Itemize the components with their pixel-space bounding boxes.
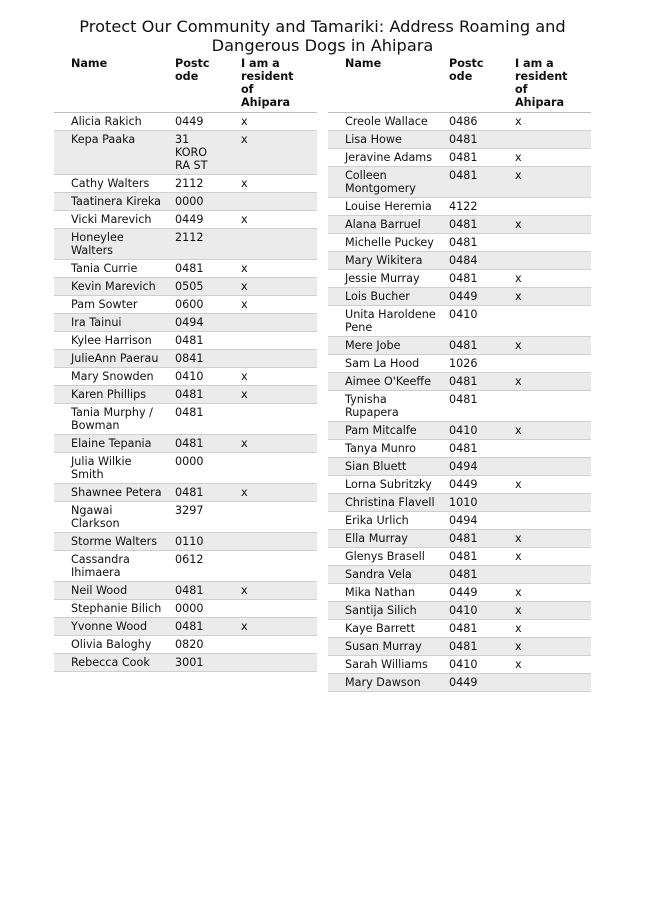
- name-cell: Ira Tainui: [54, 314, 175, 332]
- postcode-cell: 0505: [175, 278, 241, 296]
- name-cell: Karen Phillips: [54, 386, 175, 404]
- signatures-table-left: [54, 55, 317, 672]
- postcode-cell: 0600: [175, 296, 241, 314]
- postcode-cell: 0410: [449, 422, 515, 440]
- right-table-column: [328, 55, 591, 692]
- resident-cell: [241, 193, 317, 211]
- name-cell: Shawnee Petera: [54, 484, 175, 502]
- resident-cell: [515, 234, 591, 252]
- postcode-cell: 0494: [449, 458, 515, 476]
- table-row: [328, 530, 591, 548]
- postcode-cell: 0449: [449, 288, 515, 306]
- resident-cell: [241, 350, 317, 368]
- left-table-column: [54, 55, 317, 672]
- postcode-cell: 0481: [175, 582, 241, 600]
- resident-cell: [515, 198, 591, 216]
- table-row: [328, 288, 591, 306]
- resident-cell: [515, 252, 591, 270]
- table-row: [54, 582, 317, 600]
- table-row: [328, 355, 591, 373]
- table-row: [54, 193, 317, 211]
- table-row: [54, 332, 317, 350]
- table-row: [328, 198, 591, 216]
- resident-cell: [241, 551, 317, 582]
- resident-cell: x: [515, 602, 591, 620]
- document-title: Protect Our Community and Tamariki: Address Roaming and Dangerous Dogs in Ahipara: [79, 17, 566, 55]
- name-cell: Ella Murray: [328, 530, 449, 548]
- name-cell: Elaine Tepania: [54, 435, 175, 453]
- table-row: [54, 229, 317, 260]
- name-cell: Julia Wilkie Smith: [54, 453, 175, 484]
- resident-cell: x: [515, 113, 591, 131]
- name-cell: Neil Wood: [54, 582, 175, 600]
- postcode-cell: 1010: [449, 494, 515, 512]
- left-table-body: [54, 113, 317, 672]
- name-cell: Glenys Brasell: [328, 548, 449, 566]
- resident-cell: [515, 391, 591, 422]
- postcode-cell: 31 KORO RA ST: [175, 131, 241, 175]
- name-cell: Mere Jobe: [328, 337, 449, 355]
- table-row: [54, 386, 317, 404]
- table-row: [54, 484, 317, 502]
- name-cell: Pam Sowter: [54, 296, 175, 314]
- resident-cell: [515, 674, 591, 692]
- table-row: [54, 314, 317, 332]
- table-row: [54, 175, 317, 193]
- resident-cell: x: [241, 131, 317, 175]
- table-row: [54, 636, 317, 654]
- name-cell: Jeravine Adams: [328, 149, 449, 167]
- table-row: [54, 404, 317, 435]
- table-row: [328, 422, 591, 440]
- name-cell: Mary Wikitera: [328, 252, 449, 270]
- resident-cell: [515, 566, 591, 584]
- postcode-cell: 0000: [175, 453, 241, 484]
- table-row: [54, 131, 317, 175]
- resident-cell: x: [241, 582, 317, 600]
- name-cell: Mika Nathan: [328, 584, 449, 602]
- table-row: [54, 435, 317, 453]
- table-row: [328, 337, 591, 355]
- table-row: [328, 234, 591, 252]
- table-row: [328, 373, 591, 391]
- resident-cell: x: [515, 149, 591, 167]
- postcode-cell: 0481: [449, 131, 515, 149]
- resident-cell: [515, 306, 591, 337]
- name-cell: Olivia Baloghy: [54, 636, 175, 654]
- table-row: [54, 502, 317, 533]
- postcode-cell: 0410: [449, 656, 515, 674]
- postcode-cell: 3297: [175, 502, 241, 533]
- resident-cell: x: [515, 584, 591, 602]
- table-row: [54, 654, 317, 672]
- name-cell: Rebecca Cook: [54, 654, 175, 672]
- name-cell: Cathy Walters: [54, 175, 175, 193]
- resident-cell: x: [241, 113, 317, 131]
- resident-cell: [241, 314, 317, 332]
- table-row: [328, 216, 591, 234]
- postcode-cell: 0481: [449, 270, 515, 288]
- postcode-cell: 0481: [449, 638, 515, 656]
- name-cell: Ngawai Clarkson: [54, 502, 175, 533]
- postcode-cell: 0410: [449, 306, 515, 337]
- resident-cell: x: [241, 278, 317, 296]
- table-row: [54, 296, 317, 314]
- postcode-cell: 0481: [449, 337, 515, 355]
- resident-cell: [241, 229, 317, 260]
- resident-cell: x: [515, 167, 591, 198]
- resident-cell: x: [515, 216, 591, 234]
- postcode-cell: 0481: [449, 440, 515, 458]
- table-row: [54, 278, 317, 296]
- name-cell: Jessie Murray: [328, 270, 449, 288]
- postcode-cell: 0481: [175, 386, 241, 404]
- table-row: [328, 440, 591, 458]
- postcode-cell: 0481: [449, 234, 515, 252]
- resident-cell: [515, 355, 591, 373]
- resident-cell: [515, 512, 591, 530]
- postcode-cell: 0449: [175, 211, 241, 229]
- table-row: [54, 533, 317, 551]
- table-row: [328, 638, 591, 656]
- postcode-cell: 0612: [175, 551, 241, 582]
- resident-cell: [241, 654, 317, 672]
- postcode-cell: 0449: [449, 584, 515, 602]
- resident-cell: x: [241, 211, 317, 229]
- table-row: [54, 600, 317, 618]
- postcode-cell: 0481: [175, 484, 241, 502]
- name-cell: Sam La Hood: [328, 355, 449, 373]
- resident-cell: x: [241, 618, 317, 636]
- table-row: [328, 306, 591, 337]
- name-cell: Michelle Puckey: [328, 234, 449, 252]
- resident-cell: x: [515, 656, 591, 674]
- resident-cell: x: [515, 373, 591, 391]
- table-row: [328, 602, 591, 620]
- name-cell: Santija Silich: [328, 602, 449, 620]
- name-cell: JulieAnn Paerau: [54, 350, 175, 368]
- name-cell: Sandra Vela: [328, 566, 449, 584]
- table-row: [54, 113, 317, 131]
- postcode-cell: 0841: [175, 350, 241, 368]
- postcode-cell: 0410: [175, 368, 241, 386]
- postcode-cell: 0481: [175, 260, 241, 278]
- postcode-cell: 0481: [449, 548, 515, 566]
- table-row: [328, 620, 591, 638]
- table-row: [54, 350, 317, 368]
- name-cell: Tynisha Rupapera: [328, 391, 449, 422]
- name-cell: Colleen Montgomery: [328, 167, 449, 198]
- name-cell: Louise Heremia: [328, 198, 449, 216]
- name-cell: Vicki Marevich: [54, 211, 175, 229]
- postcode-cell: 0481: [449, 566, 515, 584]
- postcode-cell: 2112: [175, 229, 241, 260]
- name-header: Name: [54, 55, 175, 113]
- resident-cell: x: [241, 368, 317, 386]
- postcode-cell: 0494: [175, 314, 241, 332]
- resident-cell: [515, 131, 591, 149]
- postcode-cell: 0481: [449, 216, 515, 234]
- postcode-cell: 0000: [175, 600, 241, 618]
- resident-cell: x: [241, 484, 317, 502]
- postcode-header: Postc ode: [449, 55, 515, 113]
- table-row: [328, 584, 591, 602]
- postcode-cell: 0481: [449, 167, 515, 198]
- postcode-cell: 0481: [449, 149, 515, 167]
- table-row: [328, 548, 591, 566]
- table-row: [328, 458, 591, 476]
- postcode-cell: 0481: [175, 435, 241, 453]
- resident-header: I am a resident of Ahipara: [515, 55, 591, 113]
- postcode-cell: 0449: [449, 476, 515, 494]
- name-cell: Kaye Barrett: [328, 620, 449, 638]
- table-row: [328, 391, 591, 422]
- table-row: [328, 674, 591, 692]
- resident-cell: x: [515, 530, 591, 548]
- resident-cell: [515, 440, 591, 458]
- resident-cell: x: [515, 422, 591, 440]
- name-cell: Tanya Munro: [328, 440, 449, 458]
- postcode-cell: 0410: [449, 602, 515, 620]
- resident-cell: x: [241, 175, 317, 193]
- name-cell: Sarah Williams: [328, 656, 449, 674]
- table-header-row: [328, 55, 591, 113]
- table-row: [54, 260, 317, 278]
- resident-cell: [515, 494, 591, 512]
- name-cell: Cassandra Ihimaera: [54, 551, 175, 582]
- name-header: Name: [328, 55, 449, 113]
- postcode-cell: 0110: [175, 533, 241, 551]
- name-cell: Sian Bluett: [328, 458, 449, 476]
- name-cell: Creole Wallace: [328, 113, 449, 131]
- resident-cell: x: [515, 476, 591, 494]
- table-row: [54, 368, 317, 386]
- name-cell: Kepa Paaka: [54, 131, 175, 175]
- postcode-cell: 0486: [449, 113, 515, 131]
- table-row: [328, 113, 591, 131]
- name-cell: Kevin Marevich: [54, 278, 175, 296]
- table-row: [328, 131, 591, 149]
- table-header-row: [54, 55, 317, 113]
- table-row: [328, 270, 591, 288]
- name-cell: Kylee Harrison: [54, 332, 175, 350]
- postcode-cell: 0481: [175, 332, 241, 350]
- name-cell: Alicia Rakich: [54, 113, 175, 131]
- postcode-cell: 3001: [175, 654, 241, 672]
- postcode-cell: 0481: [175, 618, 241, 636]
- table-row: [328, 512, 591, 530]
- name-cell: Unita Haroldene Pene: [328, 306, 449, 337]
- postcode-cell: 0481: [449, 530, 515, 548]
- table-row: [328, 656, 591, 674]
- resident-cell: x: [515, 638, 591, 656]
- postcode-header: Postc ode: [175, 55, 241, 113]
- name-cell: Lisa Howe: [328, 131, 449, 149]
- resident-cell: x: [241, 386, 317, 404]
- name-cell: Taatinera Kireka: [54, 193, 175, 211]
- name-cell: Susan Murray: [328, 638, 449, 656]
- name-cell: Lois Bucher: [328, 288, 449, 306]
- name-cell: Tania Murphy / Bowman: [54, 404, 175, 435]
- resident-cell: [241, 533, 317, 551]
- resident-cell: x: [515, 288, 591, 306]
- postcode-cell: 0484: [449, 252, 515, 270]
- table-row: [328, 494, 591, 512]
- postcode-cell: 4122: [449, 198, 515, 216]
- name-cell: Stephanie Bilich: [54, 600, 175, 618]
- name-cell: Erika Urlich: [328, 512, 449, 530]
- name-cell: Mary Snowden: [54, 368, 175, 386]
- postcode-cell: 0481: [175, 404, 241, 435]
- postcode-cell: 1026: [449, 355, 515, 373]
- resident-cell: x: [515, 548, 591, 566]
- resident-cell: [241, 502, 317, 533]
- postcode-cell: 2112: [175, 175, 241, 193]
- name-cell: Christina Flavell: [328, 494, 449, 512]
- table-row: [54, 453, 317, 484]
- resident-cell: [241, 636, 317, 654]
- table-row: [54, 618, 317, 636]
- resident-cell: x: [515, 337, 591, 355]
- resident-cell: x: [241, 296, 317, 314]
- resident-cell: [241, 453, 317, 484]
- name-cell: Yvonne Wood: [54, 618, 175, 636]
- postcode-cell: 0000: [175, 193, 241, 211]
- resident-cell: x: [515, 620, 591, 638]
- table-row: [328, 149, 591, 167]
- postcode-cell: 0449: [175, 113, 241, 131]
- postcode-cell: 0481: [449, 373, 515, 391]
- table-row: [54, 211, 317, 229]
- resident-header: I am a resident of Ahipara: [241, 55, 317, 113]
- name-cell: Alana Barruel: [328, 216, 449, 234]
- name-cell: Mary Dawson: [328, 674, 449, 692]
- signatures-table-right: [328, 55, 591, 692]
- postcode-cell: 0481: [449, 391, 515, 422]
- name-cell: Pam Mitcalfe: [328, 422, 449, 440]
- resident-cell: [241, 600, 317, 618]
- resident-cell: x: [241, 435, 317, 453]
- right-table-body: [328, 113, 591, 692]
- resident-cell: [241, 332, 317, 350]
- postcode-cell: 0494: [449, 512, 515, 530]
- name-cell: Lorna Subritzky: [328, 476, 449, 494]
- resident-cell: x: [515, 270, 591, 288]
- name-cell: Tania Currie: [54, 260, 175, 278]
- resident-cell: x: [241, 260, 317, 278]
- table-row: [328, 167, 591, 198]
- resident-cell: [241, 404, 317, 435]
- name-cell: Honeylee Walters: [54, 229, 175, 260]
- resident-cell: [515, 458, 591, 476]
- table-row: [328, 566, 591, 584]
- table-row: [54, 551, 317, 582]
- postcode-cell: 0481: [449, 620, 515, 638]
- postcode-cell: 0820: [175, 636, 241, 654]
- name-cell: Storme Walters: [54, 533, 175, 551]
- table-row: [328, 476, 591, 494]
- table-row: [328, 252, 591, 270]
- postcode-cell: 0449: [449, 674, 515, 692]
- name-cell: Aimee O'Keeffe: [328, 373, 449, 391]
